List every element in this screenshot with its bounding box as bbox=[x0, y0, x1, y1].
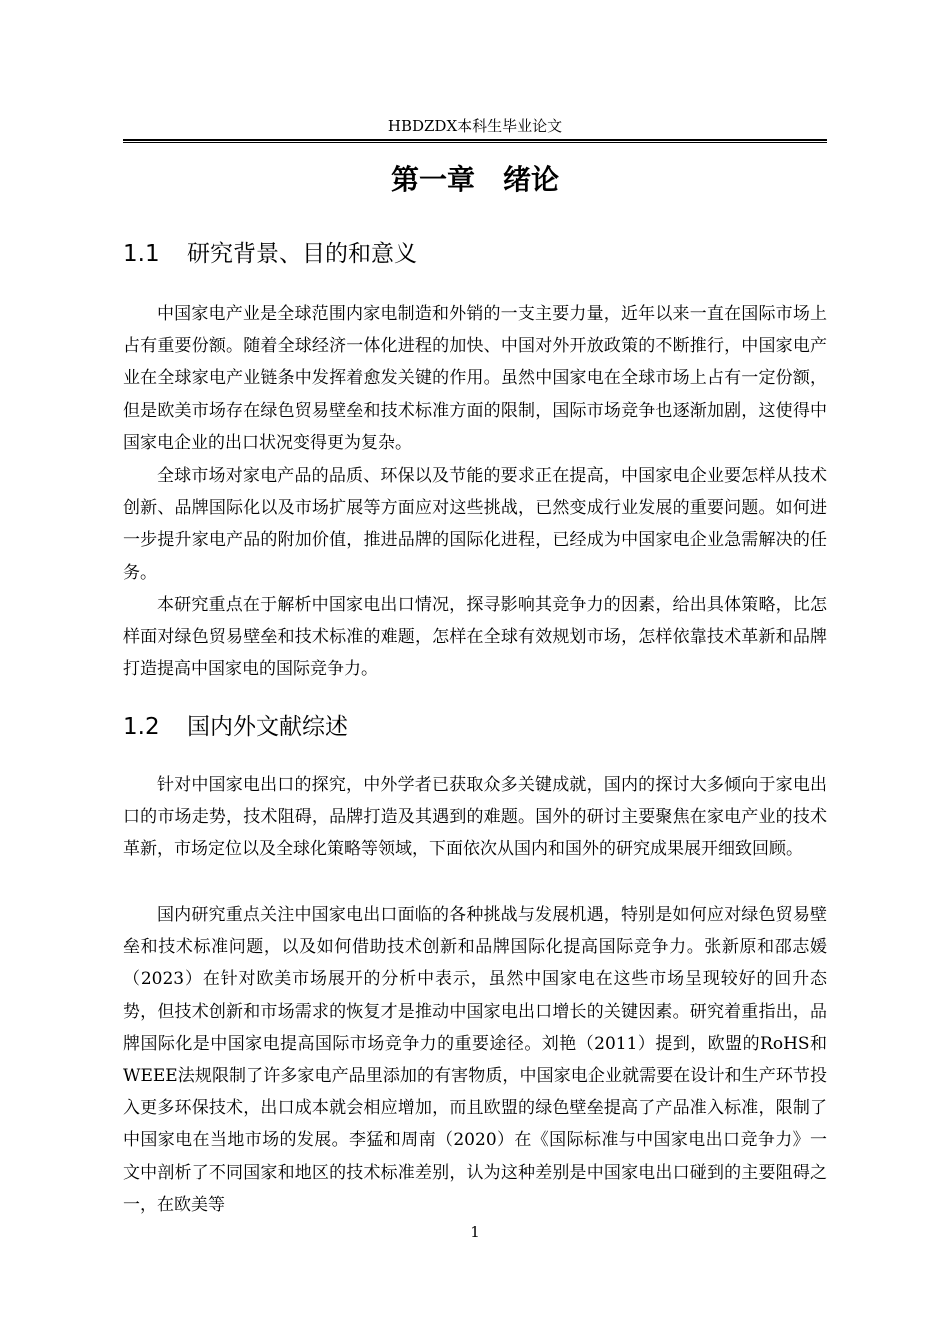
section-heading-1-1 bbox=[123, 238, 417, 270]
paragraph: 国内研究重点关注中国家电出口面临的各种挑战与发展机遇，特别是如何应对绿色贸易壁垒和技术标准问题，以及如何借助技术创新和品牌国际化提高国际竞争力。张新原和邵志媛（2023）在针对欧美市场展开的分析中表示，虽然中国家电在这些市场呈现较好的回升态势，但技术创新和市场需求的恢复才是推动中国家电出口增长的关键因素。研究着重指出，品牌国际化是中国家电提高国际市场竞争力的重要途径。刘艳（2011）提到，欧盟的RoHS和WEEE法规限制了许多家电产品里添加的有害物质，中国家电企业就需要在设计和生产环节投入更多环保技术，出口成本就会相应增加，而且欧盟的绿色壁垒提高了产品准入标准，限制了中国家电在当地市场的发展。李猛和周南（2020）在《国际标准与中国家电出口竞争力》一文中剖析了不同国家和地区的技术标准差别，认为这种差别是中国家电出口碰到的主要阻碍之一，在欧美等 bbox=[123, 905, 827, 1215]
paragraph: 针对中国家电出口的探究，中外学者已获取众多关键成就，国内的探讨大多倾向于家电出口的市场走势，技术阻碍，品牌打造及其遇到的难题。国外的研讨主要聚焦在家电产业的技术革新，市场定位以及全球化策略等领域，下面依次从国内和国外的研究成果展开细致回顾。 bbox=[123, 775, 827, 860]
running-header: HBDZDX本科生毕业论文 bbox=[387, 117, 563, 135]
paragraph: 本研究重点在于解析中国家电出口情况，探寻影响其竞争力的因素，给出具体策略，比怎样面对绿色贸易壁垒和技术标准的难题，怎样在全球有效规划市场，怎样依靠技术革新和品牌打造提高中国家电的国际竞争力。 bbox=[123, 595, 827, 680]
page-number: 1 bbox=[470, 1223, 480, 1241]
section-heading-1-2 bbox=[123, 711, 348, 743]
paragraph: 全球市场对家电产品的品质、环保以及节能的要求正在提高，中国家电企业要怎样从技术创新、品牌国际化以及市场扩展等方面应对这些挑战，已然变成行业发展的重要问题。如何进一步提升家电产品的附加价值，推进品牌的国际化进程，已经成为中国家电企业急需解决的任务。 bbox=[123, 466, 827, 583]
section-title: 国内外文献综述 bbox=[187, 714, 348, 740]
header-rule-thick bbox=[123, 139, 827, 141]
section-number: 1.2 bbox=[123, 714, 160, 740]
paragraph: 中国家电产业是全球范围内家电制造和外销的一支主要力量，近年以来一直在国际市场上占有重要份额。随着全球经济一体化进程的加快、中国对外开放政策的不断推行，中国家电产业在全球家电产业链条中发挥着愈发关键的作用。虽然中国家电在全球市场上占有一定份额，但是欧美市场存在绿色贸易壁垒和技术标准方面的限制，国际市场竞争也逐渐加剧，这使得中国家电企业的出口状况变得更为复杂。 bbox=[123, 304, 827, 453]
header-rule-thin bbox=[123, 142, 827, 143]
chapter-title: 第一章 绪论 bbox=[390, 163, 559, 196]
section-number: 1.1 bbox=[123, 241, 160, 267]
section-title: 研究背景、目的和意义 bbox=[187, 241, 417, 267]
